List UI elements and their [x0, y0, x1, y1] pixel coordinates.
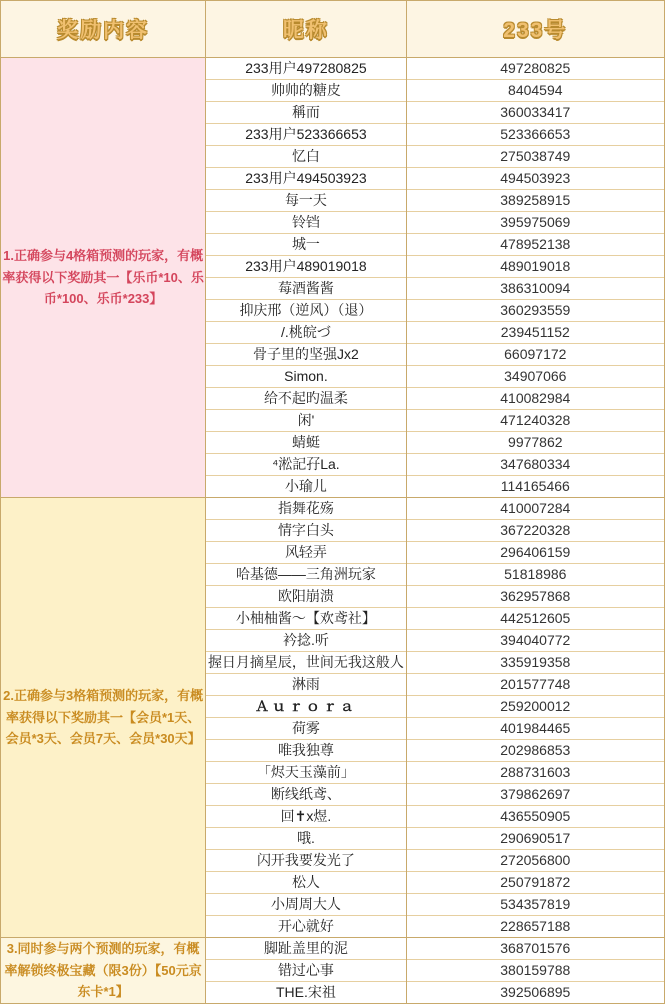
reward-cell-group-2: 2.正确参与3格箱预测的玩家，有概率获得以下奖励其一【会员*1天、会员*3天、会员7天、会员*30天】: [1, 498, 206, 938]
list-item: 铃铛: [206, 212, 405, 234]
list-item: 523366653: [407, 124, 664, 146]
list-item: 228657188: [500, 918, 571, 934]
list-item: 233用户494503923: [206, 168, 405, 190]
list-item: 347680334: [407, 454, 664, 476]
list-item: 478952138: [407, 234, 664, 256]
list-item: 471240328: [407, 410, 664, 432]
list-item: 367220328: [407, 520, 664, 542]
list-item: 202986853: [407, 740, 664, 762]
list-item: 9977862: [407, 432, 664, 454]
list-item: Ａｕｒｏｒａ: [206, 696, 405, 718]
list-item: 401984465: [407, 718, 664, 740]
column-header-reward: 奖励内容: [1, 1, 206, 58]
list-item: 衿捻.听: [206, 630, 405, 652]
list-item: 帅帅的糖皮: [206, 80, 405, 102]
list-item: 290690517: [407, 828, 664, 850]
table-header-row: [1, 1, 665, 58]
list-item: 欧阳崩溃: [206, 586, 405, 608]
list-item: 「烬天玉藻前」: [206, 762, 405, 784]
list-item: 272056800: [407, 850, 664, 872]
list-item: 小瑜儿: [284, 478, 327, 494]
nickname-list-group-2: [206, 498, 405, 937]
list-item: 379862697: [407, 784, 664, 806]
list-item: 稱而: [206, 102, 405, 124]
list-item: 233用户489019018: [206, 256, 405, 278]
list-item: 淋雨: [206, 674, 405, 696]
list-item: 开心就好: [277, 918, 334, 934]
list-item: 51818986: [407, 564, 664, 586]
nickname-cell-group-1: [206, 58, 406, 498]
user-id-cell-group-2: [406, 498, 664, 938]
list-item: 唯我独尊: [206, 740, 405, 762]
list-item: 114165466: [500, 478, 570, 494]
list-item: 259200012: [407, 696, 664, 718]
list-item: 蜻蜓: [206, 432, 405, 454]
list-item: 荷雾: [206, 718, 405, 740]
list-item: 抑庆邢（逆风）（退）: [206, 300, 405, 322]
list-item: 497280825: [407, 58, 664, 80]
list-item: 296406159: [407, 542, 664, 564]
reward-cell-group-1: 1.正确参与4格箱预测的玩家，有概率获得以下奖励其一【乐币*10、乐币*100、乐币*233】: [1, 58, 206, 498]
list-item: 闲': [206, 410, 405, 432]
list-item: 442512605: [407, 608, 664, 630]
list-item: 小柚柚酱～【欢鸢社】: [206, 608, 405, 630]
column-header-nickname: 昵称: [206, 1, 406, 58]
list-item: 233用户523366653: [206, 124, 405, 146]
list-item: 239451152: [407, 322, 664, 344]
list-item: Simon.: [206, 366, 405, 388]
table-body: [1, 58, 665, 1004]
list-item: 风轻弄: [206, 542, 405, 564]
user-id-cell-group-3: [406, 938, 664, 1004]
list-item: /.桃皖づ: [206, 322, 405, 344]
reward-cell-group-3: 3.同时参与两个预测的玩家，有概率解锁终极宝藏（限3份）【50元京东卡*1】: [1, 938, 206, 1004]
list-item: 395975069: [407, 212, 664, 234]
list-item: 回✝x煜.: [206, 806, 405, 828]
user-id-cell-group-1: [406, 58, 664, 498]
nickname-cell-group-2: [206, 498, 406, 938]
list-item: 8404594: [407, 80, 664, 102]
user-id-list-group-2: [407, 498, 664, 937]
list-item: 忆白: [206, 146, 405, 168]
table-row: [1, 938, 665, 1004]
list-item: 494503923: [407, 168, 664, 190]
nickname-list-group-3: [206, 938, 405, 1003]
list-item: 每一天: [206, 190, 405, 212]
list-item: 335919358: [407, 652, 664, 674]
list-item: 250791872: [407, 872, 664, 894]
list-item: 380159788: [407, 960, 664, 982]
list-item: 436550905: [407, 806, 664, 828]
list-item: 骨子里的坚强Jx2: [206, 344, 405, 366]
list-item: 松人: [206, 872, 405, 894]
list-item: 哦.: [206, 828, 405, 850]
list-item: 201577748: [407, 674, 664, 696]
list-item: 断线纸鸢、: [206, 784, 405, 806]
list-item: 指舞花殇: [206, 498, 405, 520]
list-item: 368701576: [407, 938, 664, 960]
list-item: 360033417: [407, 102, 664, 124]
list-item: 410007284: [407, 498, 664, 520]
list-item: 489019018: [407, 256, 664, 278]
table-row: [1, 498, 665, 938]
list-item: 386310094: [407, 278, 664, 300]
nickname-list-group-1: [206, 58, 405, 497]
list-item: 错过心事: [206, 960, 405, 982]
list-item: 394040772: [407, 630, 664, 652]
list-item: 410082984: [407, 388, 664, 410]
list-item: 握日月摘星辰，世间无我这般人: [206, 652, 405, 674]
list-item: 34907066: [407, 366, 664, 388]
table-header: [1, 1, 665, 58]
list-item: 389258915: [407, 190, 664, 212]
list-item: 392506895: [500, 984, 571, 1000]
list-item: 情字白头: [206, 520, 405, 542]
user-id-list-group-1: [407, 58, 664, 497]
nickname-cell-group-3: [206, 938, 406, 1004]
list-item: 莓酒酱酱: [206, 278, 405, 300]
list-item: 给不起旳温柔: [206, 388, 405, 410]
list-item: 233用户497280825: [206, 58, 405, 80]
list-item: 哈基德——三角洲玩家: [206, 564, 405, 586]
list-item: 534357819: [407, 894, 664, 916]
table-row: [1, 58, 665, 498]
list-item: 城一: [206, 234, 405, 256]
list-item: 360293559: [407, 300, 664, 322]
list-item: ⁴淞記孖La.: [206, 454, 405, 476]
list-item: 362957868: [407, 586, 664, 608]
list-item: 小周周大人: [206, 894, 405, 916]
list-item: 66097172: [407, 344, 664, 366]
list-item: 275038749: [407, 146, 664, 168]
column-header-user-id: 233号: [406, 1, 664, 58]
user-id-list-group-3: [407, 938, 664, 1003]
list-item: 脚趾盖里的泥: [206, 938, 405, 960]
list-item: THE.宋祖: [276, 984, 336, 1000]
list-item: 闪开我要发光了: [206, 850, 405, 872]
list-item: 288731603: [407, 762, 664, 784]
